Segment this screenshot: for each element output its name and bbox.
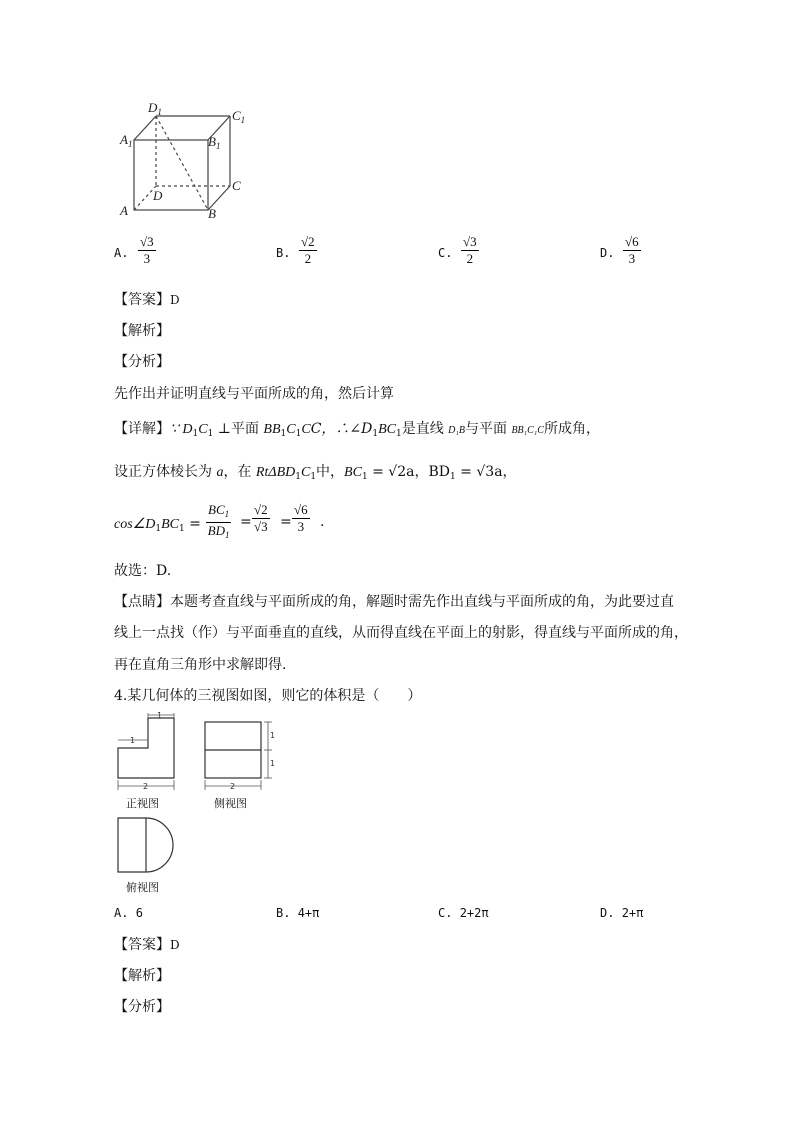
label-b: B: [208, 206, 216, 221]
top-view-figure: [114, 814, 178, 876]
cos-fraction-2: $\frac{√2}{√3}$: [254, 502, 268, 534]
cos-end: .: [320, 514, 325, 530]
label-b1: $B_1$: [208, 134, 221, 151]
cube-figure: [110, 96, 270, 226]
option-b-letter: B.: [276, 246, 291, 260]
side-view-figure: [200, 718, 280, 794]
label-d1: $D_1$: [148, 100, 162, 117]
q3-dianjing-3: 再在直角三角形中求解即得.: [114, 657, 287, 673]
q3-dianjing-1: 【点睛】本题考查直线与平面所成的角，解题时需先作出直线与平面所成的角，为此要过直: [114, 594, 674, 610]
option-a-fraction: $\frac{√3}{3}$: [140, 234, 154, 266]
q3-setup: 设正方体棱长为 a，在 $Rt\Delta BD_1C_1$中，$BC_1 = √2a$，$BD_1 = √3a$，: [114, 464, 517, 482]
cos-fraction-1: $\frac{BC_1}{BD_1}$: [207, 502, 230, 540]
side-view-caption: 侧视图: [214, 797, 247, 810]
dim-1a: 1: [157, 712, 163, 720]
option-d-letter: D.: [600, 246, 615, 260]
q3-cos-formula: $\cos\angle D_1BC_1$ =: [114, 516, 201, 534]
q3-fenxi-text: 先作出并证明直线与平面所成的角，然后计算: [114, 386, 394, 402]
label-c1: $C_1$: [232, 108, 246, 125]
q4-option-c: C. 2+2π: [438, 906, 489, 920]
dim-1c: 1: [270, 731, 276, 740]
q4-answer: 【答案】D: [114, 937, 180, 953]
q3-choose: 故选：D.: [114, 563, 172, 579]
q4-option-d: D. 2+π: [600, 906, 644, 920]
q4-option-a: A. 6: [114, 906, 143, 920]
q3-dianjing-2: 线上一点找（作）与平面垂直的直线，从而得直线在平面上的射影，得直线与平面所成的角，: [114, 625, 688, 641]
option-c-fraction: $\frac{√3}{2}$: [463, 234, 477, 266]
option-b-fraction: $\frac{√2}{2}$: [301, 234, 315, 266]
dim-1d: 1: [270, 759, 276, 768]
label-a: A: [120, 203, 128, 218]
dim-1b: 1: [130, 736, 136, 745]
front-view-caption: 正视图: [126, 797, 159, 810]
q4-option-b: B. 4+π: [276, 906, 320, 920]
q3-detail: 【详解】∵ $D_1C_1$ ⊥平面 $BB_1C_1CC$，$\therefore\angle D_1BC_1$是直线 D₁B与平面 BB₁C₁C所成角，: [114, 421, 600, 439]
front-view-figure: [112, 712, 180, 794]
cos-fraction-3: $\frac{√6}{3}$: [294, 502, 308, 534]
q4-analysis-label: 【解析】: [114, 968, 170, 984]
label-d: D: [153, 188, 163, 203]
option-c-letter: C.: [438, 246, 453, 260]
option-a-letter: A.: [114, 246, 129, 260]
q4-stem: 4.某几何体的三视图如图，则它的体积是（ ）: [114, 688, 422, 704]
top-view-caption: 俯视图: [126, 881, 159, 894]
label-c: C: [232, 178, 241, 193]
q3-analysis-label: 【解析】: [114, 323, 170, 339]
option-d-fraction: $\frac{√6}{3}$: [625, 234, 639, 266]
dim-2b: 2: [230, 782, 236, 791]
q4-fenxi-label: 【分析】: [114, 999, 170, 1015]
q3-fenxi-label: 【分析】: [114, 354, 170, 370]
q3-answer: 【答案】D: [114, 292, 180, 308]
label-a1: $A_1$: [120, 132, 133, 149]
dim-2a: 2: [143, 782, 149, 791]
